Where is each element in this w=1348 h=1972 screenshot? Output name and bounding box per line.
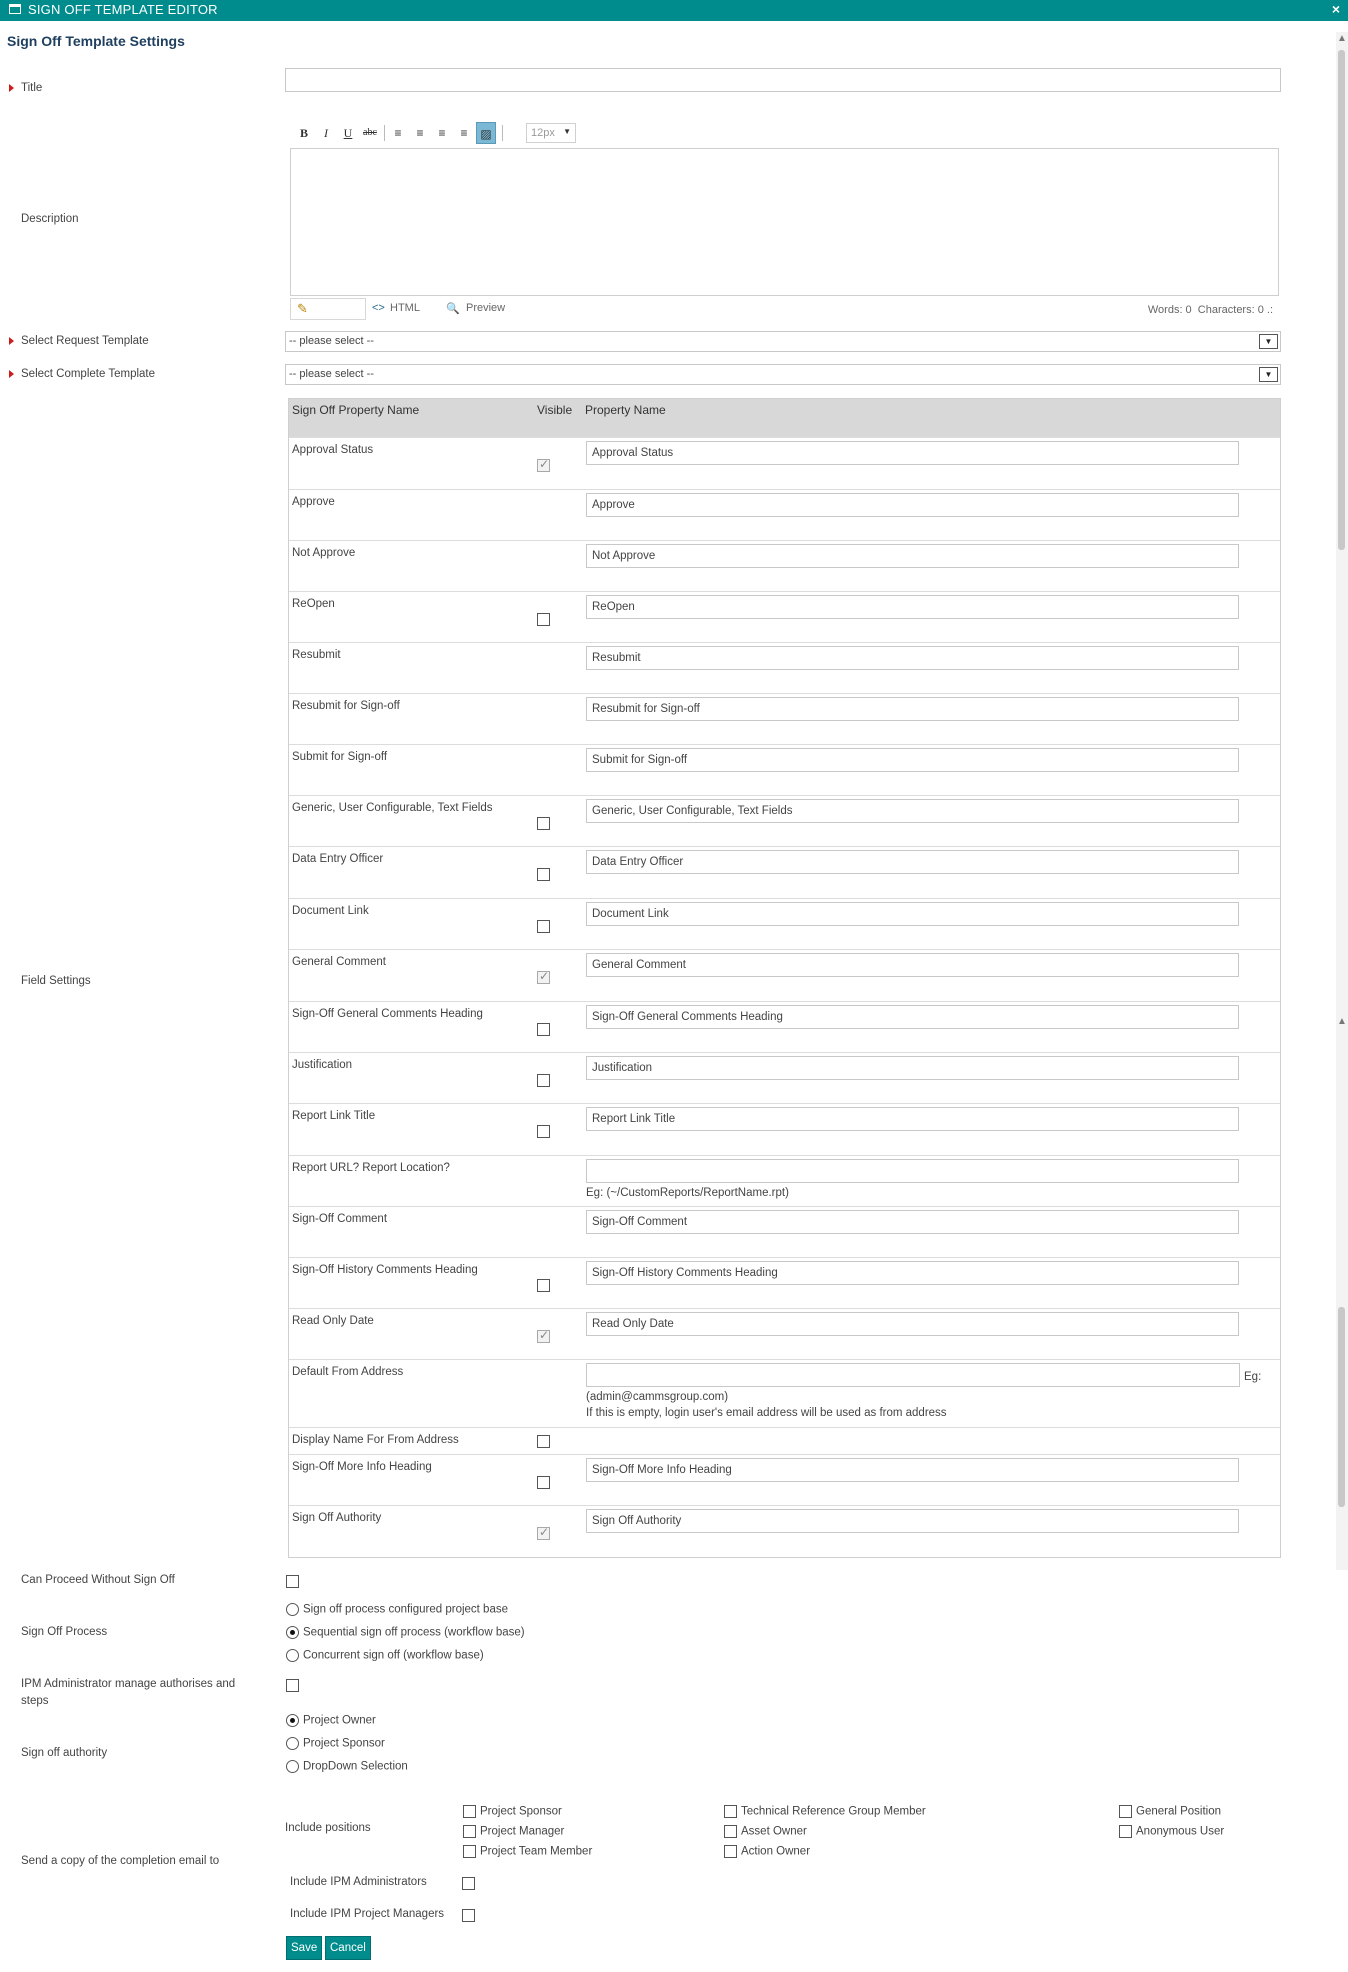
property-name-input[interactable]: Read Only Date (586, 1312, 1239, 1336)
position-label: Project Manager (480, 1825, 565, 1838)
required-marker-icon (9, 337, 14, 345)
position-label: Action Owner (741, 1845, 811, 1858)
radio-label: Project Owner (303, 1714, 376, 1727)
can-proceed-label: Can Proceed Without Sign Off (21, 1574, 175, 1586)
scrollbar-thumb-lower[interactable] (1338, 1307, 1345, 1507)
visible-checkbox[interactable] (537, 1074, 550, 1087)
table-row (289, 1359, 1280, 1427)
property-label: Sign-Off Comment (292, 1213, 388, 1225)
property-label: Approve (292, 496, 335, 508)
property-name-input[interactable]: Generic, User Configurable, Text Fields (586, 799, 1239, 823)
radio-button[interactable] (286, 1603, 299, 1616)
ipm-admin-label-line2: steps (21, 1695, 49, 1707)
include-ipm-admins-label: Include IPM Administrators (290, 1876, 427, 1888)
table-row (289, 898, 1280, 949)
table-row (289, 744, 1280, 795)
table-row (289, 1308, 1280, 1359)
property-label: Not Approve (292, 547, 356, 559)
property-label: Report Link Title (292, 1110, 376, 1122)
visible-checkbox[interactable] (537, 613, 550, 626)
property-label: Submit for Sign-off (292, 751, 388, 763)
property-name-input[interactable]: Document Link (586, 902, 1239, 926)
header-property-name: Property Name (585, 403, 666, 417)
property-label: Resubmit (292, 649, 341, 661)
position-label: General Position (1136, 1805, 1222, 1818)
position-label: Anonymous User (1136, 1825, 1225, 1838)
vertical-scrollbar[interactable] (1336, 32, 1348, 1570)
table-row (289, 949, 1280, 1001)
property-name-input[interactable]: Justification (586, 1056, 1239, 1080)
chevron-down-icon[interactable]: ▼ (1259, 334, 1278, 349)
completion-email-label: Send a copy of the completion email to (21, 1855, 220, 1867)
required-marker-icon (9, 84, 14, 92)
include-ipm-pms-label: Include IPM Project Managers (290, 1908, 445, 1920)
chevron-down-icon[interactable]: ▼ (1259, 367, 1278, 382)
position-option[interactable] (463, 1825, 564, 1838)
property-label: Sign-Off More Info Heading (292, 1461, 432, 1473)
visible-checkbox[interactable] (537, 971, 550, 984)
property-name-input[interactable]: Report Link Title (586, 1107, 1239, 1131)
sign-off-process-label: Sign Off Process (21, 1626, 108, 1638)
include-ipm-admins-checkbox[interactable] (462, 1877, 475, 1890)
preview-icon[interactable]: 🔍 (446, 303, 460, 315)
editor-footer (290, 296, 1279, 322)
hint-text: Eg: (~/CustomReports/ReportName.rpt) (586, 1187, 789, 1199)
property-name-input[interactable]: Data Entry Officer (586, 850, 1239, 874)
strikethrough-button[interactable]: abc (363, 127, 377, 138)
property-label: Data Entry Officer (292, 853, 384, 865)
radio-button[interactable] (286, 1737, 299, 1750)
align-left-icon[interactable]: ≡ (394, 126, 402, 140)
visible-checkbox[interactable] (537, 1330, 550, 1343)
property-name-input[interactable]: Approve (586, 493, 1239, 517)
hint-text: (admin@cammsgroup.com) (586, 1391, 729, 1403)
visible-checkbox[interactable] (537, 1023, 550, 1036)
sign-off-authority-label: Sign off authority (21, 1747, 108, 1759)
field-settings-header (289, 399, 1280, 437)
radio-label: Project Sponsor (303, 1737, 385, 1750)
position-option[interactable] (724, 1805, 926, 1818)
visible-checkbox[interactable] (537, 868, 550, 881)
position-checkbox[interactable] (724, 1845, 737, 1858)
property-name-input[interactable]: Approval Status (586, 441, 1239, 465)
radio-option[interactable] (286, 1714, 376, 1727)
table-row (289, 1427, 1280, 1454)
complete-template-value: -- please select -- (289, 368, 374, 380)
save-button[interactable]: Save (286, 1936, 322, 1960)
visible-checkbox[interactable] (537, 817, 550, 830)
table-row (289, 846, 1280, 898)
position-option[interactable] (1119, 1825, 1224, 1838)
font-size-value: 12px (531, 127, 555, 139)
table-row (289, 1257, 1280, 1308)
can-proceed-checkbox[interactable] (286, 1575, 299, 1588)
table-row (289, 540, 1280, 591)
table-row (289, 591, 1280, 642)
scroll-up-icon[interactable]: ▲ (1337, 33, 1347, 44)
position-option[interactable] (463, 1805, 562, 1818)
clear-formatting-icon[interactable]: ▨ (476, 122, 496, 144)
position-label: Project Sponsor (480, 1805, 562, 1818)
property-name-input[interactable]: Submit for Sign-off (586, 748, 1239, 772)
preview-mode-button[interactable]: Preview (466, 302, 506, 314)
word-character-count: Words: 0 Characters: 0 .: (1147, 304, 1273, 316)
table-row (289, 1103, 1280, 1155)
description-label: Description (21, 213, 79, 225)
property-label: Report URL? Report Location? (292, 1162, 450, 1174)
html-code-icon[interactable]: <> (372, 302, 385, 314)
table-row (289, 693, 1280, 744)
word-count: Words: 0 (1147, 304, 1192, 316)
property-label: Default From Address (292, 1366, 404, 1378)
table-row (289, 437, 1280, 489)
example-label: Eg: (1244, 1371, 1262, 1383)
property-name-input[interactable]: ReOpen (586, 595, 1239, 619)
position-option[interactable] (724, 1845, 810, 1858)
position-checkbox[interactable] (724, 1805, 737, 1818)
property-name-input[interactable]: General Comment (586, 953, 1239, 977)
property-name-input[interactable]: Sign-Off Comment (586, 1210, 1239, 1234)
character-count: Characters: 0 (1197, 304, 1264, 316)
radio-button[interactable] (286, 1760, 299, 1773)
underline-button[interactable]: U (343, 126, 353, 140)
position-label: Asset Owner (741, 1825, 807, 1838)
property-name-input[interactable]: Sign-Off More Info Heading (586, 1458, 1239, 1482)
visible-checkbox[interactable] (537, 1435, 550, 1448)
property-label: General Comment (292, 956, 386, 968)
visible-checkbox[interactable] (537, 920, 550, 933)
section-title: Sign Off Template Settings (7, 33, 185, 49)
hint-text: If this is empty, login user's email address will be used as from address (586, 1407, 947, 1419)
property-label: Read Only Date (292, 1315, 374, 1327)
header-sign-off-property: Sign Off Property Name (292, 403, 420, 417)
complete-template-label: Select Complete Template (21, 368, 156, 380)
property-label: Generic, User Configurable, Text Fields (292, 802, 493, 814)
property-label: Document Link (292, 905, 369, 917)
field-settings-table (288, 398, 1281, 1558)
property-name-input[interactable]: Sign Off Authority (586, 1509, 1239, 1533)
radio-label: Sign off process configured project base (303, 1603, 508, 1616)
window-title-bar (0, 0, 1348, 21)
request-template-label: Select Request Template (21, 335, 149, 347)
position-checkbox[interactable] (1119, 1825, 1132, 1838)
property-label: Display Name For From Address (292, 1434, 459, 1446)
position-checkbox[interactable] (1119, 1805, 1132, 1818)
property-name-input[interactable] (586, 1159, 1239, 1183)
property-label: ReOpen (292, 598, 335, 610)
ipm-admin-label: IPM Administrator manage authorises and (21, 1678, 236, 1690)
table-row (289, 1505, 1280, 1557)
table-row (289, 1454, 1280, 1505)
complete-template-select[interactable] (285, 364, 1281, 385)
radio-button[interactable] (286, 1714, 299, 1727)
visible-checkbox[interactable] (537, 1279, 550, 1292)
scrollbar-thumb[interactable] (1338, 50, 1345, 550)
window-title: SIGN OFF TEMPLATE EDITOR (28, 2, 218, 17)
include-ipm-pms-checkbox[interactable] (462, 1909, 475, 1922)
toolbar-separator (502, 125, 503, 141)
title-label: Title (21, 82, 43, 94)
table-row (289, 1052, 1280, 1103)
description-editor[interactable] (290, 148, 1279, 296)
title-input[interactable] (285, 68, 1281, 92)
html-mode-button[interactable]: HTML (390, 302, 420, 314)
radio-option[interactable] (286, 1649, 484, 1662)
radio-label: Sequential sign off process (workflow base) (303, 1626, 525, 1639)
header-visible: Visible (537, 403, 573, 417)
position-label: Project Team Member (480, 1845, 593, 1858)
toolbar-separator (384, 125, 385, 141)
ipm-admin-checkbox[interactable] (286, 1679, 299, 1692)
property-label: Sign-Off General Comments Heading (292, 1008, 483, 1020)
position-checkbox[interactable] (724, 1825, 737, 1838)
radio-label: DropDown Selection (303, 1760, 408, 1773)
field-settings-label: Field Settings (21, 975, 91, 987)
italic-button[interactable]: I (324, 126, 328, 140)
design-mode-button[interactable] (290, 298, 366, 320)
cancel-button[interactable]: Cancel (325, 1936, 371, 1960)
property-name-input[interactable]: Sign-Off History Comments Heading (586, 1261, 1239, 1285)
table-row (289, 489, 1280, 540)
property-label: Justification (292, 1059, 353, 1071)
radio-label: Concurrent sign off (workflow base) (303, 1649, 484, 1662)
visible-checkbox[interactable] (537, 459, 550, 472)
radio-button[interactable] (286, 1626, 299, 1639)
scroll-mid-icon[interactable]: ▲ (1337, 1016, 1347, 1027)
visible-checkbox[interactable] (537, 1527, 550, 1540)
radio-option[interactable] (286, 1760, 408, 1773)
radio-button[interactable] (286, 1649, 299, 1662)
required-marker-icon (9, 370, 14, 378)
table-row (289, 642, 1280, 693)
visible-checkbox[interactable] (537, 1125, 550, 1138)
property-name-input[interactable]: Resubmit (586, 646, 1239, 670)
property-label: Sign-Off History Comments Heading (292, 1264, 478, 1276)
property-label: Sign Off Authority (292, 1512, 382, 1524)
position-option[interactable] (463, 1845, 592, 1858)
table-row (289, 1206, 1280, 1257)
position-checkbox[interactable] (463, 1825, 476, 1838)
close-icon[interactable]: × (1331, 1, 1340, 17)
include-positions-label: Include positions (285, 1822, 371, 1834)
radio-option[interactable] (286, 1626, 525, 1639)
justify-icon[interactable]: ≡ (460, 126, 468, 140)
table-row (289, 795, 1280, 846)
property-name-input[interactable]: Sign-Off General Comments Heading (586, 1005, 1239, 1029)
visible-checkbox[interactable] (537, 1476, 550, 1489)
align-center-icon[interactable]: ≡ (416, 126, 424, 140)
pencil-icon: ✎ (297, 301, 308, 316)
radio-option[interactable] (286, 1603, 508, 1616)
position-option[interactable] (1119, 1805, 1221, 1818)
table-row (289, 1155, 1280, 1206)
bold-button[interactable]: B (299, 126, 308, 140)
table-row (289, 1001, 1280, 1052)
position-checkbox[interactable] (463, 1845, 476, 1858)
position-label: Technical Reference Group Member (741, 1805, 926, 1818)
property-label: Resubmit for Sign-off (292, 700, 400, 712)
request-template-value: -- please select -- (289, 335, 374, 347)
position-checkbox[interactable] (463, 1805, 476, 1818)
align-right-icon[interactable]: ≡ (438, 126, 446, 140)
chevron-down-icon: ▼ (563, 127, 571, 136)
radio-option[interactable] (286, 1737, 385, 1750)
window-icon (9, 4, 21, 14)
request-template-select[interactable] (285, 331, 1281, 352)
property-name-input[interactable] (586, 1363, 1240, 1387)
property-name-input[interactable]: Not Approve (586, 544, 1239, 568)
font-size-select[interactable] (526, 123, 576, 143)
position-option[interactable] (724, 1825, 807, 1838)
property-name-input[interactable]: Resubmit for Sign-off (586, 697, 1239, 721)
property-label: Approval Status (292, 444, 374, 456)
